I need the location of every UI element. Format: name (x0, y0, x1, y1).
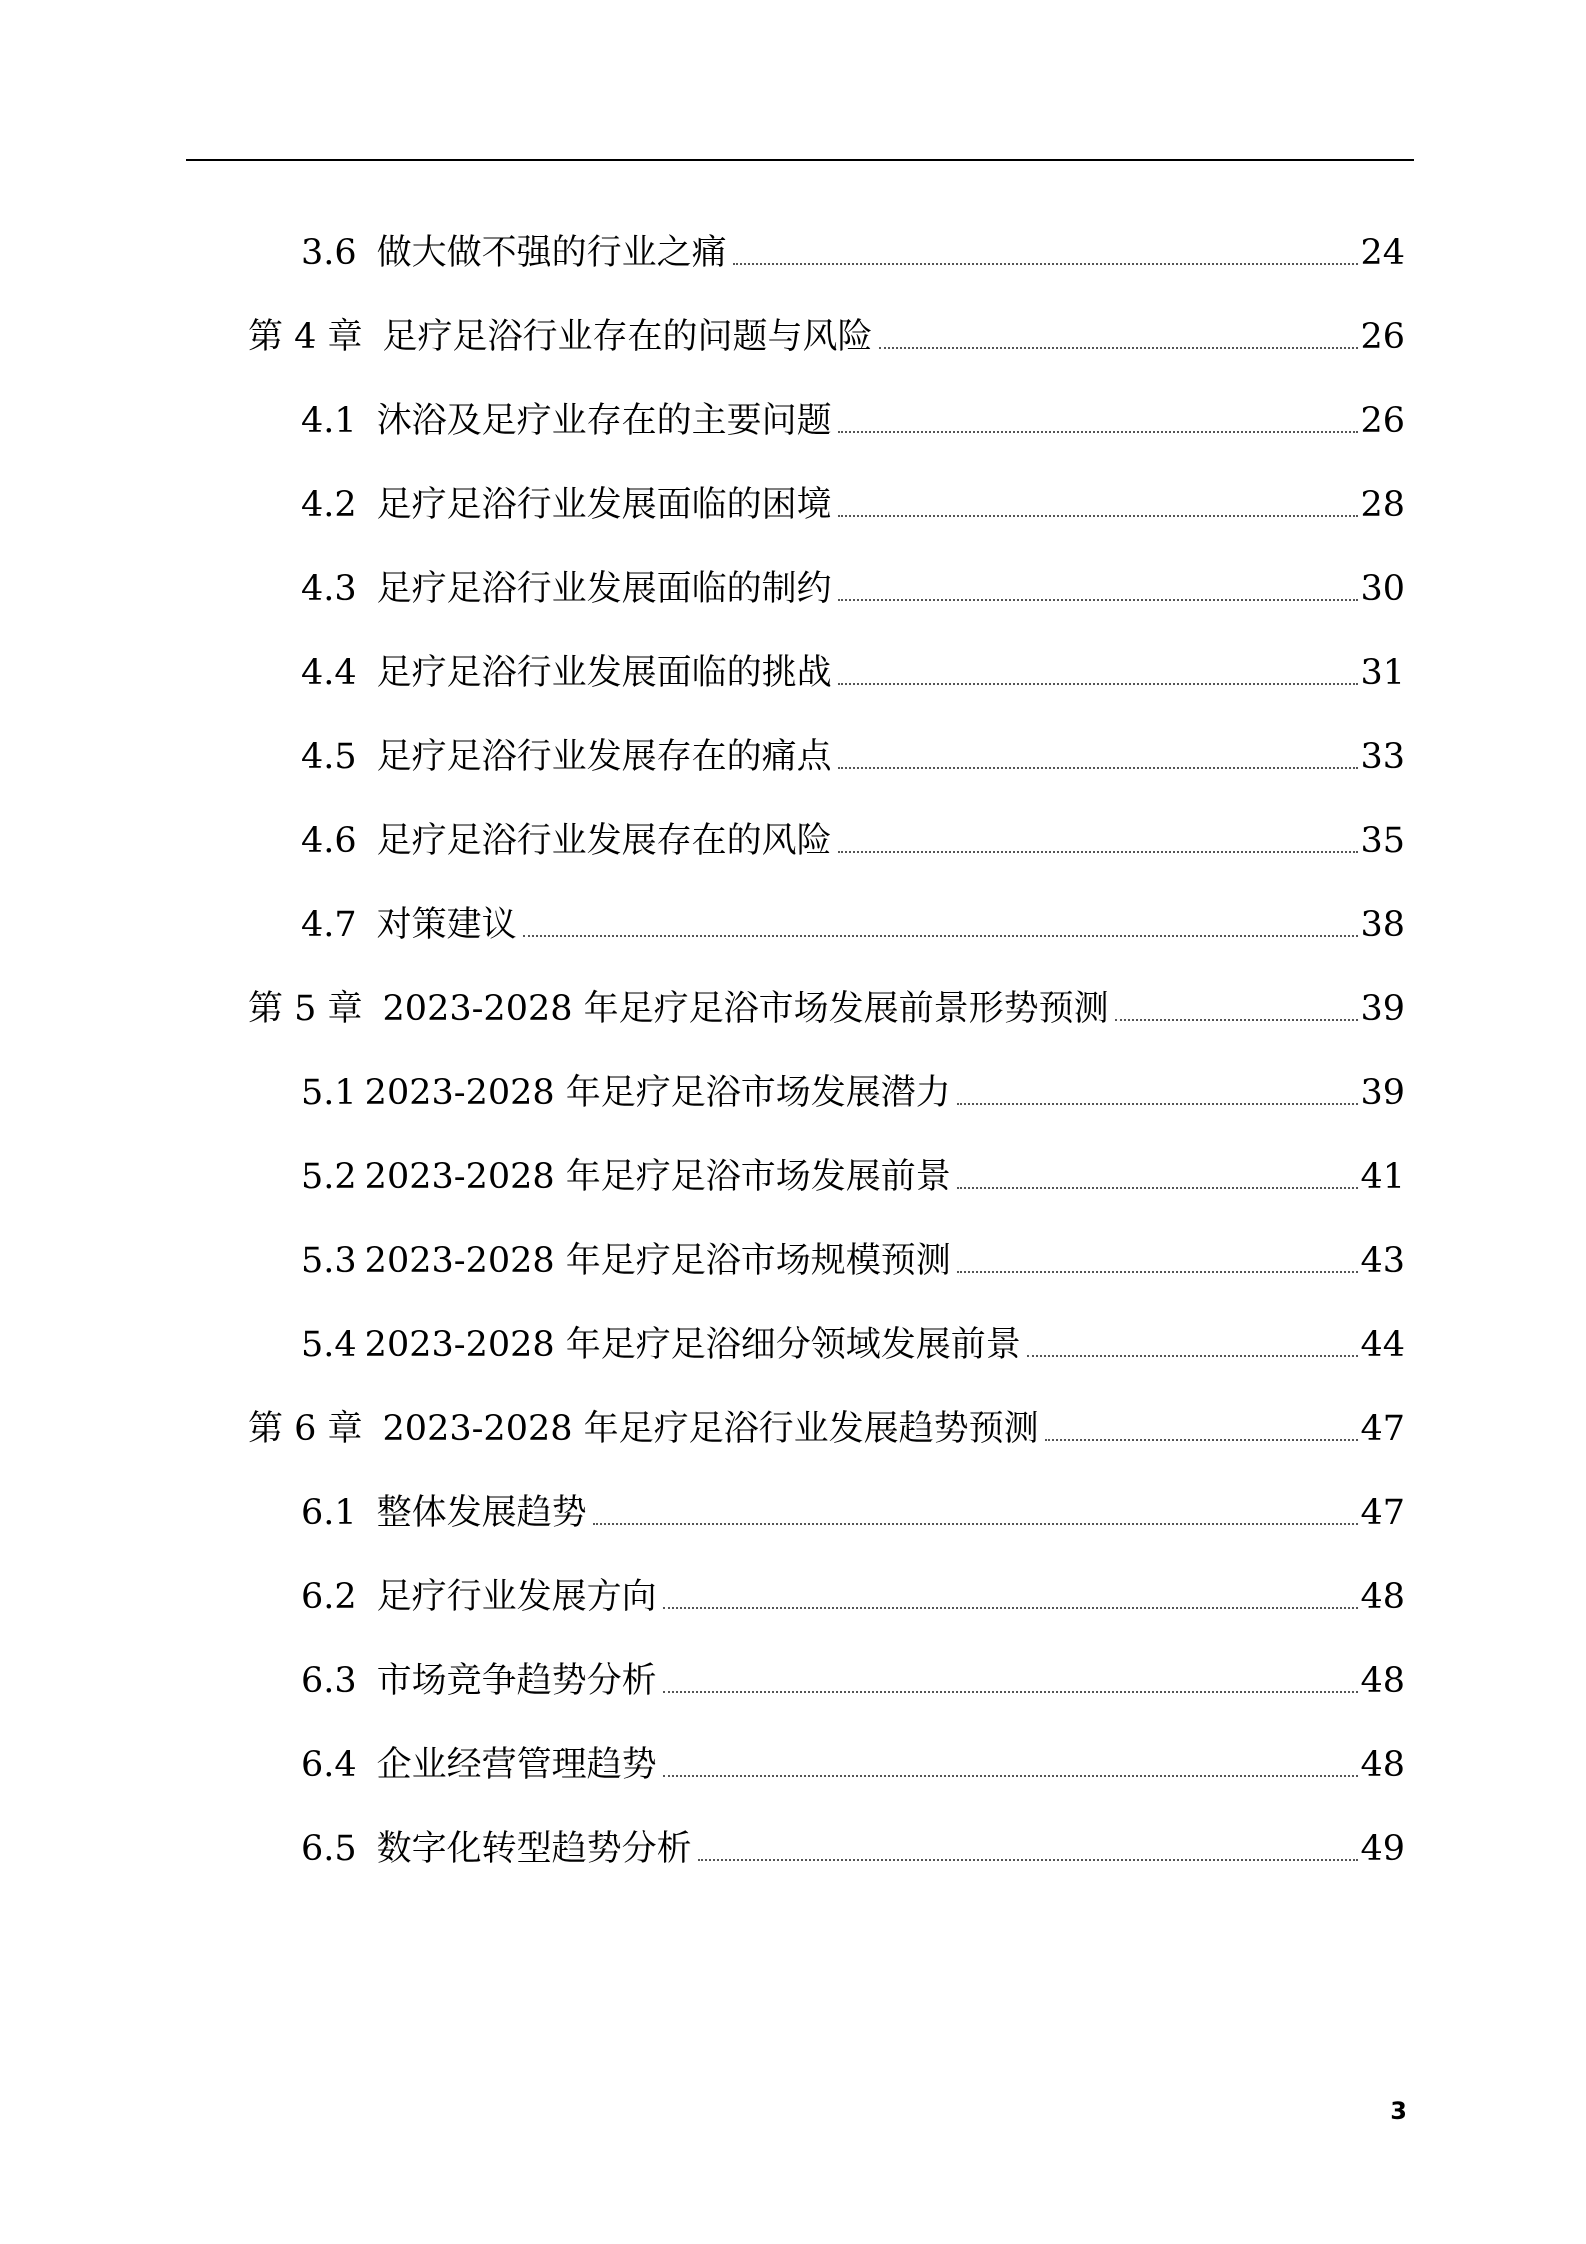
toc-dot-leader (838, 851, 1359, 853)
toc-entry-number: 4.7 (301, 905, 357, 945)
toc-dot-leader (663, 1691, 1359, 1693)
toc-entry-page: 26 (1360, 317, 1405, 357)
toc-dot-leader (523, 935, 1359, 937)
toc-entry[interactable] (301, 224, 1405, 276)
toc-entry-title: 2023-2028 年足疗足浴市场发展潜力 (364, 1073, 951, 1113)
toc-entry-page: 44 (1360, 1325, 1405, 1365)
toc-entry[interactable] (301, 1064, 1405, 1116)
toc-dot-leader (593, 1523, 1359, 1525)
toc-dot-leader (838, 515, 1359, 517)
toc-entry-title: 2023-2028 年足疗足浴市场规模预测 (364, 1241, 951, 1281)
toc-entry-page: 41 (1360, 1157, 1405, 1197)
toc-entry-page: 35 (1360, 821, 1405, 861)
toc-dot-leader (1115, 1019, 1359, 1021)
toc-entry-page: 47 (1360, 1409, 1405, 1449)
toc-entry-page: 48 (1360, 1661, 1405, 1701)
toc-entry-number: 第 4 章 (248, 317, 363, 357)
toc-dot-leader (1027, 1355, 1359, 1357)
toc-entry-number: 4.2 (301, 485, 357, 525)
toc-entry[interactable] (301, 1568, 1405, 1620)
toc-entry-page: 38 (1360, 905, 1405, 945)
toc-entry-title: 2023-2028 年足疗足浴细分领域发展前景 (364, 1325, 1021, 1365)
toc-entry-title: 企业经营管理趋势 (376, 1745, 657, 1785)
toc-entry-number: 第 5 章 (248, 989, 363, 1029)
toc-chapter-entry[interactable] (248, 308, 1405, 360)
toc-entry-page: 33 (1360, 737, 1405, 777)
toc-entry-number: 3.6 (301, 233, 357, 273)
toc-entry-page: 30 (1360, 569, 1405, 609)
toc-dot-leader (698, 1859, 1359, 1861)
toc-entry-page: 47 (1360, 1493, 1405, 1533)
toc-entry-title: 足疗足浴行业发展存在的风险 (376, 821, 832, 861)
toc-entry[interactable] (301, 476, 1405, 528)
toc-dot-leader (957, 1103, 1359, 1105)
toc-entry[interactable] (301, 1148, 1405, 1200)
toc-entry[interactable] (301, 728, 1405, 780)
toc-chapter-entry[interactable] (248, 1400, 1405, 1452)
toc-entry-page: 39 (1360, 989, 1405, 1029)
toc-entry-title: 对策建议 (376, 905, 517, 945)
toc-entry-number: 第 6 章 (248, 1409, 363, 1449)
toc-dot-leader (838, 599, 1359, 601)
toc-entry-title: 足疗足浴行业发展面临的制约 (376, 569, 832, 609)
toc-entry-title: 足疗足浴行业发展面临的挑战 (376, 653, 832, 693)
toc-entry[interactable] (301, 644, 1405, 696)
toc-entry-number: 5.2 (301, 1157, 357, 1197)
toc-entry[interactable] (301, 1232, 1405, 1284)
toc-entry-number: 4.6 (301, 821, 357, 861)
toc-entry-page: 28 (1360, 485, 1405, 525)
toc-entry-title: 2023-2028 年足疗足浴市场发展前景形势预测 (382, 989, 1109, 1029)
toc-dot-leader (838, 767, 1359, 769)
toc-entry-number: 5.4 (301, 1325, 357, 1365)
page-number: 3 (1390, 2097, 1407, 2125)
toc-dot-leader (957, 1187, 1359, 1189)
toc-entry[interactable] (301, 1316, 1405, 1368)
toc-entry-number: 4.1 (301, 401, 357, 441)
toc-entry-page: 43 (1360, 1241, 1405, 1281)
toc-entry-title: 市场竞争趋势分析 (376, 1661, 657, 1701)
toc-entry[interactable] (301, 812, 1405, 864)
toc-entry-page: 49 (1360, 1829, 1405, 1869)
toc-entry[interactable] (301, 560, 1405, 612)
toc-entry-number: 4.4 (301, 653, 357, 693)
toc-entry[interactable] (301, 1736, 1405, 1788)
toc-entry-title: 足疗行业发展方向 (376, 1577, 657, 1617)
toc-entry-title: 2023-2028 年足疗足浴市场发展前景 (364, 1157, 951, 1197)
toc-entry-title: 整体发展趋势 (376, 1493, 587, 1533)
toc-dot-leader (663, 1607, 1359, 1609)
toc-entry-page: 48 (1360, 1577, 1405, 1617)
toc-dot-leader (838, 683, 1359, 685)
toc-entry-title: 2023-2028 年足疗足浴行业发展趋势预测 (382, 1409, 1039, 1449)
toc-dot-leader (1045, 1439, 1359, 1441)
toc-chapter-entry[interactable] (248, 980, 1405, 1032)
toc-entry-title: 足疗足浴行业存在的问题与风险 (382, 317, 873, 357)
toc-entry-number: 6.5 (301, 1829, 357, 1869)
toc-entry-title: 足疗足浴行业发展面临的困境 (376, 485, 832, 525)
toc-entry-page: 26 (1360, 401, 1405, 441)
toc-entry-number: 6.1 (301, 1493, 357, 1533)
toc-entry[interactable] (301, 896, 1405, 948)
toc-entry-title: 足疗足浴行业发展存在的痛点 (376, 737, 832, 777)
toc-entry-number: 4.5 (301, 737, 357, 777)
toc-entry-page: 24 (1360, 233, 1405, 273)
toc-entry-number: 6.2 (301, 1577, 357, 1617)
toc-entry-page: 48 (1360, 1745, 1405, 1785)
toc-entry-page: 31 (1360, 653, 1405, 693)
toc-dot-leader (957, 1271, 1359, 1273)
toc-entry-number: 6.4 (301, 1745, 357, 1785)
toc-dot-leader (879, 347, 1359, 349)
toc-dot-leader (838, 431, 1359, 433)
toc-entry[interactable] (301, 392, 1405, 444)
toc-entry-number: 5.3 (301, 1241, 357, 1281)
toc-entry[interactable] (301, 1820, 1405, 1872)
toc-entry[interactable] (301, 1652, 1405, 1704)
toc-entry[interactable] (301, 1484, 1405, 1536)
toc-dot-leader (663, 1775, 1359, 1777)
toc-dot-leader (733, 263, 1359, 265)
toc-entry-number: 4.3 (301, 569, 357, 609)
toc-entry-title: 做大做不强的行业之痛 (376, 233, 727, 273)
toc-entry-page: 39 (1360, 1073, 1405, 1113)
toc-entry-number: 6.3 (301, 1661, 357, 1701)
toc-entry-number: 5.1 (301, 1073, 357, 1113)
toc-entry-title: 沐浴及足疗业存在的主要问题 (376, 401, 832, 441)
toc-entry-title: 数字化转型趋势分析 (376, 1829, 692, 1869)
